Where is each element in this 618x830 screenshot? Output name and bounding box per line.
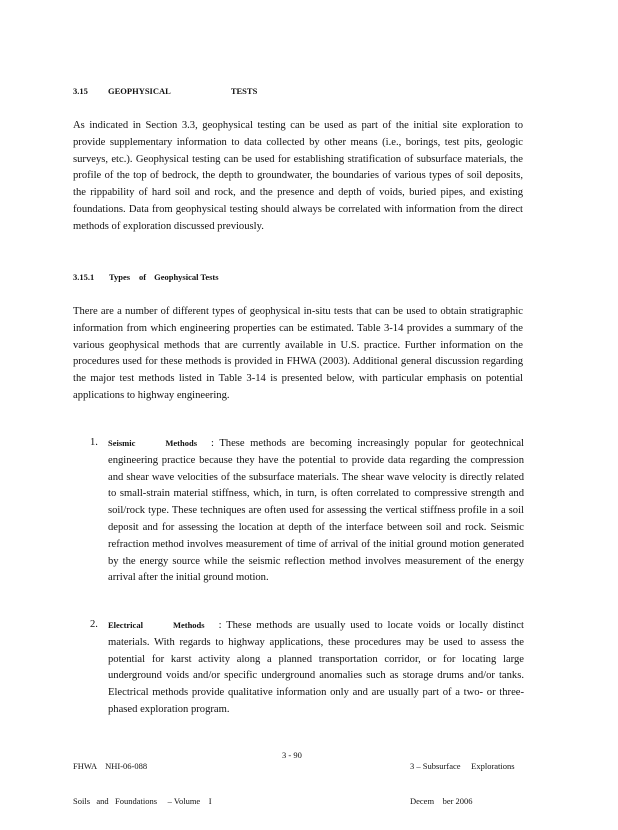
- footer-left: [73, 738, 212, 830]
- list-term: Electrical Methods: [108, 620, 205, 630]
- section-title-word1: GEOPHYSICAL: [108, 86, 171, 96]
- subsection-word2: of: [139, 272, 147, 282]
- footer-publication: FHWA NHI-06-088: [73, 761, 148, 771]
- intro-paragraph: As indicated in Section 3.3, geophysical testing can be used as part of the initial site exploration to provide supplementary information to data collected by other means (i.e., borings, test pits, geologic surveys, etc.). Geophysical testing can be used for establishing stratification of subsurface materials, the profile of the top of bedrock, the depth to groundwater, the boundaries of various types of soil deposits, the rippability of hard soil and rock, and the presence and depth of voids, buried pipes, and existing foundations. Data from geophysical testing should always be correlated with information from the direct methods of exploration discussed previously.: [73, 120, 523, 232]
- list-marker: 1.: [90, 437, 98, 448]
- list-text: : These methods are usually used to locate voids or locally distinct materials. With regards to highway applications, these procedures may be used to assess the potential for karst activity along a planned transportation corridor, or for locating large underground voids and/or specific underground anomalies such as storage drums and/or tanks. Electrical methods provide qualitative information only and are usually part of a two- or three-phased exploration program.: [108, 620, 524, 715]
- list-marker: 2.: [90, 619, 98, 630]
- section-title-word2: TESTS: [230, 86, 258, 96]
- footer-chapter: 3 – Subsurface Explorations: [410, 761, 515, 771]
- subsection-heading: [73, 272, 219, 282]
- subsection-word3: Geophysical Tests: [154, 272, 219, 282]
- subsection-word1: Types: [109, 272, 131, 282]
- page-number: 3 - 90: [282, 750, 302, 760]
- section-number: 3.15: [73, 86, 88, 96]
- list-text: : These methods are becoming increasingly popular for geotechnical engineering practice because they have the potential to provide data regarding the compression and shear wave velocities of the subsurface materials. The shear wave velocity is directly related to small-strain material stiffness, which, in turn, is often correlated to compressive strength and soil/rock type. These techniques are often used for assessing the vertical stiffness profile in a soil deposit and for assessing the location at depth of the interface between soil and rock. Seismic refraction method involves measurement of time of arrival of the initial ground motion generated by the energy source while the seismic reflection method involves measurement of the energy arrival after the initial ground motion.: [108, 438, 524, 584]
- section-heading: [73, 86, 257, 96]
- types-paragraph: There are a number of different types of geophysical in-situ tests that can be used to obtain stratigraphic information from which engineering properties can be estimated. Table 3-14 provides a summary of the various geophysical methods that are currently available in U.S. practice. Further information on the procedures used for these methods is provided in FHWA (2003). Additional general discussion regarding the major test methods listed in Table 3-14 is presented below, with particular emphasis on potential applications to highway engineering.: [73, 306, 523, 401]
- list-item: [90, 617, 524, 719]
- list-term: Seismic Methods: [108, 438, 198, 448]
- footer-date: Decem ber 2006: [410, 795, 473, 806]
- subsection-number: 3.15.1: [73, 272, 95, 282]
- footer-volume: Soils and Foundations – Volume I: [73, 795, 212, 806]
- list-item: [90, 435, 524, 587]
- footer-right: [410, 738, 515, 830]
